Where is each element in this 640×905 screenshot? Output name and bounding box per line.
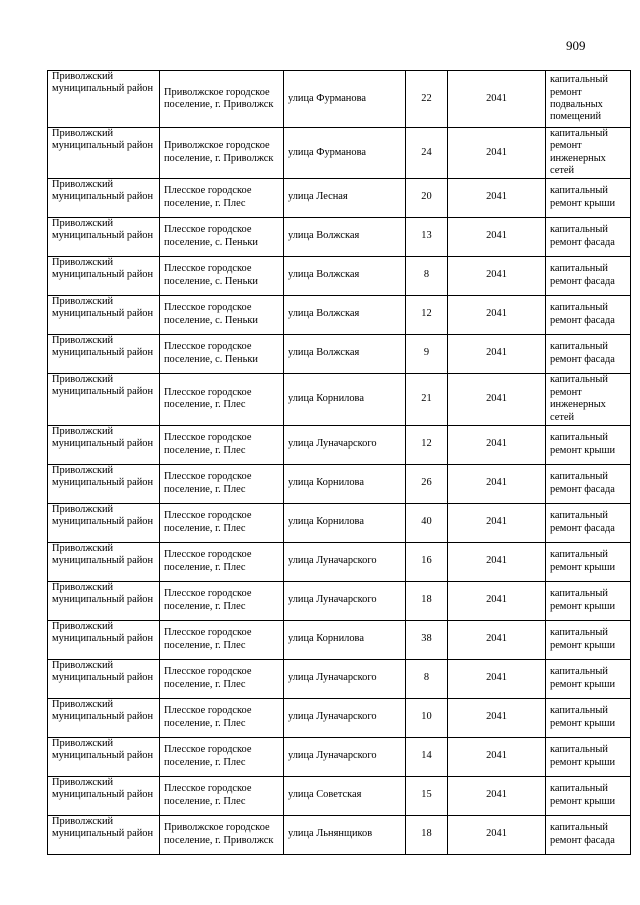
street-cell: улица Луначарского <box>284 659 406 698</box>
settlement-cell: Плесское городское поселение, с. Пеньки <box>160 217 284 256</box>
house-number-cell: 8 <box>406 256 448 295</box>
settlement-cell: Плесское городское поселение, с. Пеньки <box>160 334 284 373</box>
table-row <box>48 373 631 425</box>
table-row <box>48 295 631 334</box>
house-number-cell: 24 <box>406 128 448 179</box>
year-cell: 2041 <box>448 737 546 776</box>
district-cell: Приволжский муниципальный район <box>48 581 160 620</box>
settlement-cell: Плесское городское поселение, г. Плес <box>160 581 284 620</box>
year-cell: 2041 <box>448 776 546 815</box>
work-type-cell: капитальный ремонт фасада <box>546 464 631 503</box>
table-row <box>48 776 631 815</box>
street-cell: улица Корнилова <box>284 503 406 542</box>
district-cell: Приволжский муниципальный район <box>48 542 160 581</box>
year-cell: 2041 <box>448 373 546 425</box>
street-cell: улица Фурманова <box>284 128 406 179</box>
district-cell: Приволжский муниципальный район <box>48 128 160 179</box>
settlement-cell: Плесское городское поселение, г. Плес <box>160 620 284 659</box>
year-cell: 2041 <box>448 71 546 128</box>
street-cell: улица Луначарского <box>284 542 406 581</box>
district-cell: Приволжский муниципальный район <box>48 464 160 503</box>
work-type-cell: капитальный ремонт фасада <box>546 815 631 854</box>
house-number-cell: 40 <box>406 503 448 542</box>
street-cell: улица Корнилова <box>284 620 406 659</box>
work-type-cell: капитальный ремонт фасада <box>546 295 631 334</box>
district-cell: Приволжский муниципальный район <box>48 373 160 425</box>
house-number-cell: 14 <box>406 737 448 776</box>
table-row <box>48 581 631 620</box>
house-number-cell: 16 <box>406 542 448 581</box>
table-row <box>48 542 631 581</box>
settlement-cell: Плесское городское поселение, г. Плес <box>160 464 284 503</box>
work-type-cell: капитальный ремонт крыши <box>546 698 631 737</box>
year-cell: 2041 <box>448 334 546 373</box>
house-number-cell: 38 <box>406 620 448 659</box>
table-row <box>48 503 631 542</box>
settlement-cell: Плесское городское поселение, г. Плес <box>160 425 284 464</box>
house-number-cell: 21 <box>406 373 448 425</box>
street-cell: улица Луначарского <box>284 425 406 464</box>
year-cell: 2041 <box>448 217 546 256</box>
house-number-cell: 9 <box>406 334 448 373</box>
table-row <box>48 620 631 659</box>
street-cell: улица Льнянщиков <box>284 815 406 854</box>
year-cell: 2041 <box>448 659 546 698</box>
work-type-cell: капитальный ремонт крыши <box>546 776 631 815</box>
year-cell: 2041 <box>448 464 546 503</box>
work-type-cell: капитальный ремонт фасада <box>546 256 631 295</box>
page-number: 909 <box>566 38 586 53</box>
district-cell: Приволжский муниципальный район <box>48 776 160 815</box>
house-number-cell: 8 <box>406 659 448 698</box>
table-row <box>48 178 631 217</box>
street-cell: улица Корнилова <box>284 464 406 503</box>
settlement-cell: Плесское городское поселение, г. Плес <box>160 373 284 425</box>
year-cell: 2041 <box>448 815 546 854</box>
district-cell: Приволжский муниципальный район <box>48 659 160 698</box>
settlement-cell: Приволжское городское поселение, г. Приволжск <box>160 815 284 854</box>
table-row <box>48 698 631 737</box>
work-type-cell: капитальный ремонт крыши <box>546 425 631 464</box>
settlement-cell: Приволжское городское поселение, г. Приволжск <box>160 128 284 179</box>
settlement-cell: Плесское городское поселение, г. Плес <box>160 776 284 815</box>
settlement-cell: Плесское городское поселение, г. Плес <box>160 178 284 217</box>
settlement-cell: Приволжское городское поселение, г. Приволжск <box>160 71 284 128</box>
house-number-cell: 12 <box>406 425 448 464</box>
work-type-cell: капитальный ремонт инженерных сетей <box>546 128 631 179</box>
work-type-cell: капитальный ремонт крыши <box>546 542 631 581</box>
district-cell: Приволжский муниципальный район <box>48 620 160 659</box>
house-number-cell: 22 <box>406 71 448 128</box>
house-number-cell: 15 <box>406 776 448 815</box>
settlement-cell: Плесское городское поселение, г. Плес <box>160 698 284 737</box>
street-cell: улица Фурманова <box>284 71 406 128</box>
street-cell: улица Луначарского <box>284 737 406 776</box>
settlement-cell: Плесское городское поселение, с. Пеньки <box>160 256 284 295</box>
work-type-cell: капитальный ремонт крыши <box>546 659 631 698</box>
year-cell: 2041 <box>448 128 546 179</box>
work-type-cell: капитальный ремонт фасада <box>546 334 631 373</box>
repair-schedule-table <box>47 70 631 855</box>
district-cell: Приволжский муниципальный район <box>48 295 160 334</box>
year-cell: 2041 <box>448 581 546 620</box>
table-row <box>48 256 631 295</box>
year-cell: 2041 <box>448 620 546 659</box>
district-cell: Приволжский муниципальный район <box>48 256 160 295</box>
settlement-cell: Плесское городское поселение, с. Пеньки <box>160 295 284 334</box>
table-row <box>48 464 631 503</box>
year-cell: 2041 <box>448 425 546 464</box>
district-cell: Приволжский муниципальный район <box>48 737 160 776</box>
district-cell: Приволжский муниципальный район <box>48 425 160 464</box>
street-cell: улица Лесная <box>284 178 406 217</box>
table-row <box>48 425 631 464</box>
year-cell: 2041 <box>448 503 546 542</box>
district-cell: Приволжский муниципальный район <box>48 698 160 737</box>
work-type-cell: капитальный ремонт крыши <box>546 581 631 620</box>
work-type-cell: капитальный ремонт крыши <box>546 620 631 659</box>
table-row <box>48 659 631 698</box>
table-row <box>48 334 631 373</box>
street-cell: улица Луначарского <box>284 698 406 737</box>
settlement-cell: Плесское городское поселение, г. Плес <box>160 659 284 698</box>
house-number-cell: 10 <box>406 698 448 737</box>
street-cell: улица Луначарского <box>284 581 406 620</box>
house-number-cell: 18 <box>406 815 448 854</box>
settlement-cell: Плесское городское поселение, г. Плес <box>160 503 284 542</box>
work-type-cell: капитальный ремонт крыши <box>546 737 631 776</box>
work-type-cell: капитальный ремонт инженерных сетей <box>546 373 631 425</box>
table-row <box>48 217 631 256</box>
work-type-cell: капитальный ремонт подвальных помещений <box>546 71 631 128</box>
district-cell: Приволжский муниципальный район <box>48 503 160 542</box>
work-type-cell: капитальный ремонт фасада <box>546 217 631 256</box>
house-number-cell: 13 <box>406 217 448 256</box>
district-cell: Приволжский муниципальный район <box>48 178 160 217</box>
year-cell: 2041 <box>448 256 546 295</box>
street-cell: улица Корнилова <box>284 373 406 425</box>
work-type-cell: капитальный ремонт фасада <box>546 503 631 542</box>
district-cell: Приволжский муниципальный район <box>48 217 160 256</box>
street-cell: улица Волжская <box>284 256 406 295</box>
house-number-cell: 26 <box>406 464 448 503</box>
street-cell: улица Советская <box>284 776 406 815</box>
year-cell: 2041 <box>448 698 546 737</box>
table-row <box>48 128 631 179</box>
house-number-cell: 12 <box>406 295 448 334</box>
street-cell: улица Волжская <box>284 334 406 373</box>
district-cell: Приволжский муниципальный район <box>48 815 160 854</box>
settlement-cell: Плесское городское поселение, г. Плес <box>160 542 284 581</box>
house-number-cell: 20 <box>406 178 448 217</box>
settlement-cell: Плесское городское поселение, г. Плес <box>160 737 284 776</box>
table-row <box>48 737 631 776</box>
district-cell: Приволжский муниципальный район <box>48 334 160 373</box>
year-cell: 2041 <box>448 542 546 581</box>
year-cell: 2041 <box>448 295 546 334</box>
street-cell: улица Волжская <box>284 295 406 334</box>
street-cell: улица Волжская <box>284 217 406 256</box>
house-number-cell: 18 <box>406 581 448 620</box>
year-cell: 2041 <box>448 178 546 217</box>
work-type-cell: капитальный ремонт крыши <box>546 178 631 217</box>
table-row <box>48 71 631 128</box>
district-cell: Приволжский муниципальный район <box>48 71 160 128</box>
table-row <box>48 815 631 854</box>
